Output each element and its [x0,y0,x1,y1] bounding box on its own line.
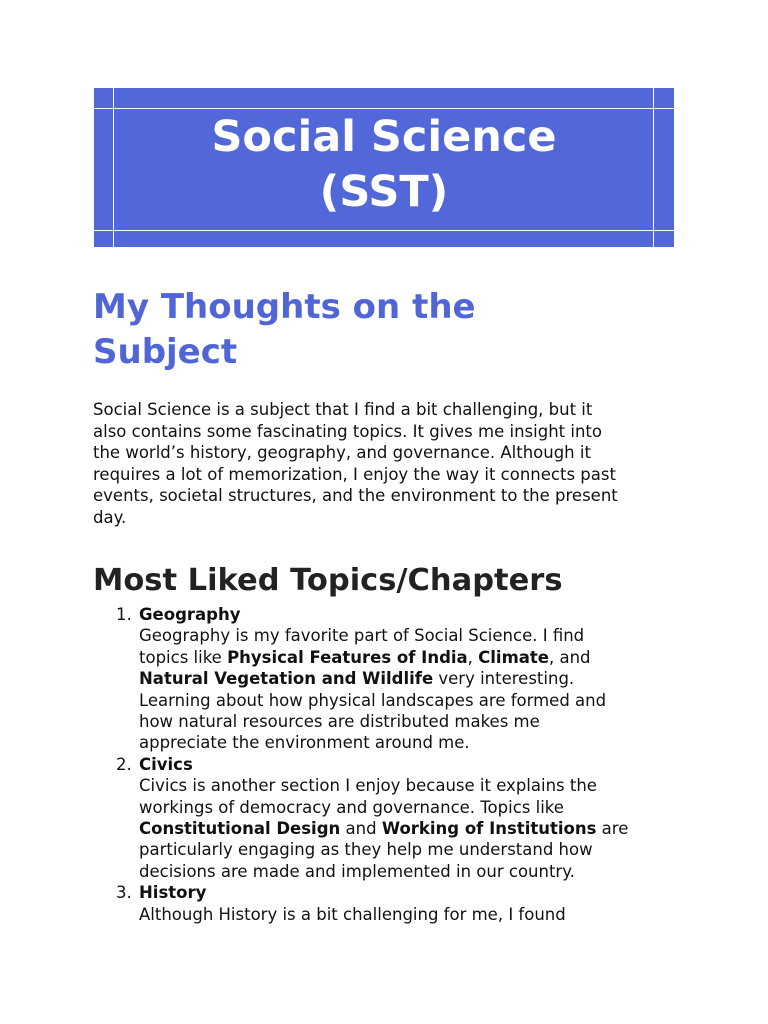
table-border-line [94,108,674,109]
text-run: decisions are made and implemented in our country. [139,861,575,881]
topic-text-line [139,690,768,711]
topic-title: History [139,883,207,903]
heading-line: My Thoughts on the [93,287,476,327]
paragraph-line: also contains some fascinating topics. It gives me insight into [93,421,602,441]
table-border-line [94,230,674,231]
text-run: very interesting. [433,669,575,689]
title-banner [94,88,674,247]
text-run: , and [549,647,591,667]
text-run: and [340,819,382,839]
heading-line: Subject [93,332,238,372]
paragraph-line: day. [93,507,127,527]
topic-text-line [139,797,768,818]
text-run: particularly engaging as they help me understand how [139,840,593,860]
topic-text-line [139,647,768,668]
bold-term: Climate [478,647,549,667]
text-run: workings of democracy and governance. Topics like [139,797,564,817]
topics-list [0,604,768,925]
topic-title: Geography [139,605,241,624]
paragraph-line: the world’s history, geography, and governance. Although it [93,443,591,463]
bold-term: Physical Features of India [227,647,468,667]
intro-paragraph [93,399,693,529]
bold-term: Working of Institutions [381,819,597,839]
bold-term: Constitutional Design [139,819,341,839]
section-heading-thoughts [93,285,653,375]
page-title [114,110,654,220]
topic-text-line [139,861,768,882]
list-number: 2. [116,754,132,774]
paragraph-line: requires a lot of memorization, I enjoy the way it connects past [93,464,616,484]
paragraph-line: events, societal structures, and the environment to the present [93,486,618,506]
topic-text-line [139,904,768,925]
text-run: Although History is a bit challenging for me, I found [139,904,566,924]
list-item [0,604,768,754]
text-run: how natural resources are distributed makes me [139,712,540,732]
text-run: are [596,819,629,839]
topic-text-line [139,818,768,839]
section-heading-topics: Most Liked Topics/Chapters [93,563,563,598]
page-title-line2: (SST) [319,167,449,217]
text-run: Geography is my favorite part of Social Science. I find [139,626,585,646]
topic-title: Civics [139,754,193,774]
text-run: topics like [139,647,228,667]
list-item [0,882,768,925]
topic-text-line [139,839,768,860]
bold-term: Natural Vegetation and Wildlife [139,669,434,689]
topic-text-line [139,732,768,753]
topic-text-line [139,668,768,689]
list-number: 1. [116,605,132,624]
topic-text-line [139,775,768,796]
text-run: appreciate the environment around me. [139,733,470,753]
topic-text-line [139,711,768,732]
topic-text-line [139,625,768,646]
paragraph-line: Social Science is a subject that I find a bit challenging, but it [93,400,593,419]
page-title-line1: Social Science [211,112,557,162]
list-item [0,754,768,882]
list-number: 3. [116,883,132,903]
text-run: Civics is another section I enjoy because it explains the [139,776,597,796]
text-run: Learning about how physical landscapes are formed and [139,690,607,710]
text-run: , [467,647,479,667]
